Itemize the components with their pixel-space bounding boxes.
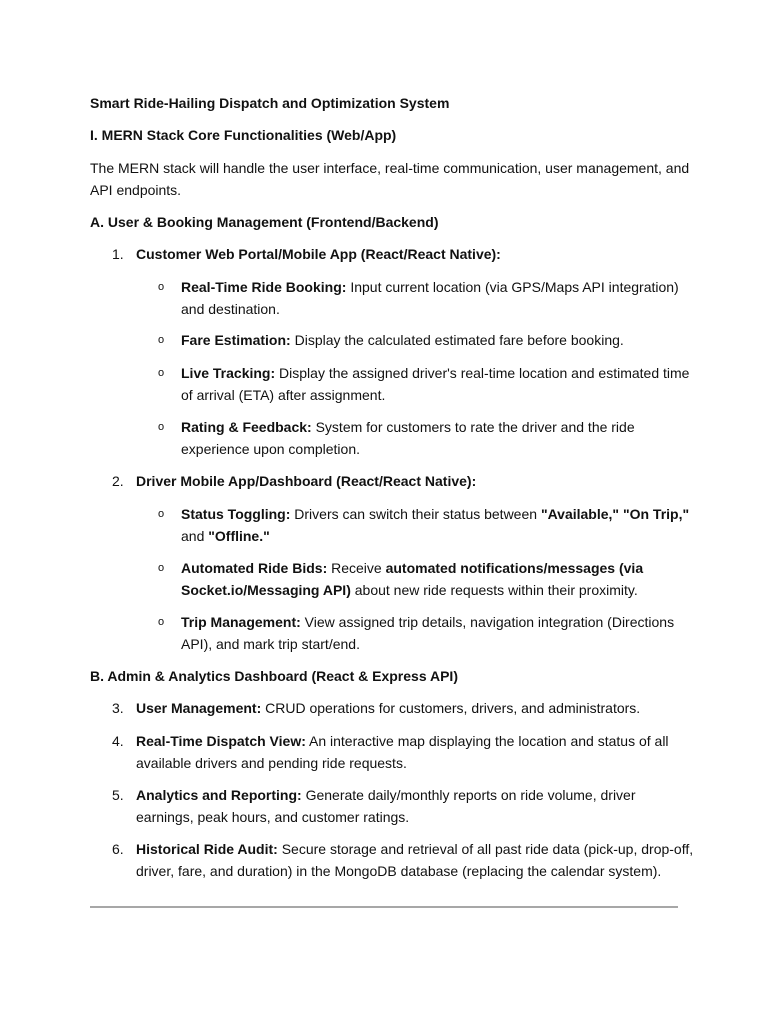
list-item-customer-portal: Customer Web Portal/Mobile App (React/React Native): bbox=[136, 246, 501, 262]
subsection-heading-a: A. User & Booking Management (Frontend/Backend) bbox=[90, 214, 439, 230]
section-intro-paragraph: The MERN stack will handle the user interface, real-time communication, user management, and API endpoints. bbox=[90, 160, 690, 198]
bullet-icon: o bbox=[158, 616, 165, 628]
list-number: 1. bbox=[112, 246, 124, 262]
bullet-icon: o bbox=[158, 562, 165, 574]
list-item-ride-audit: Historical Ride Audit: Secure storage and retrieval of all past ride data (pick-up, drop-off, driver, fare, and duration) in the MongoDB database (replacing the calendar system). bbox=[136, 841, 694, 879]
bullet-real-time-booking: Real-Time Ride Booking: Input current location (via GPS/Maps API integration) and destination. bbox=[181, 279, 679, 317]
bullet-trip-management: Trip Management: View assigned trip details, navigation integration (Directions API), and mark trip start/end. bbox=[181, 614, 675, 652]
section-heading-mern: I. MERN Stack Core Functionalities (Web/App) bbox=[90, 127, 397, 143]
bullet-rating-feedback: Rating & Feedback: System for customers to rate the driver and the ride experience upon completion. bbox=[181, 419, 635, 457]
list-item-user-management: User Management: CRUD operations for customers, drivers, and administrators. bbox=[136, 700, 641, 716]
bullet-status-toggling: Status Toggling: Drivers can switch their status between "Available," "On Trip," and "Offline." bbox=[181, 506, 690, 544]
list-number: 3. bbox=[112, 700, 124, 716]
document-title: Smart Ride-Hailing Dispatch and Optimization System bbox=[90, 95, 450, 111]
bullet-icon: o bbox=[158, 281, 165, 293]
list-number: 5. bbox=[112, 787, 124, 803]
list-item-analytics-reporting: Analytics and Reporting: Generate daily/monthly reports on ride volume, driver earnings, peak hours, and customer ratings. bbox=[136, 787, 636, 825]
subsection-heading-b: B. Admin & Analytics Dashboard (React & Express API) bbox=[90, 668, 458, 684]
bullet-icon: o bbox=[158, 421, 165, 433]
list-number: 4. bbox=[112, 733, 124, 749]
list-item-dispatch-view: Real-Time Dispatch View: An interactive map displaying the location and status of all available drivers and pending ride requests. bbox=[136, 733, 669, 771]
bullet-icon: o bbox=[158, 334, 165, 346]
list-number: 2. bbox=[112, 473, 124, 489]
bullet-icon: o bbox=[158, 508, 165, 520]
bullet-fare-estimation: Fare Estimation: Display the calculated estimated fare before booking. bbox=[181, 332, 624, 348]
list-item-driver-app: Driver Mobile App/Dashboard (React/React Native): bbox=[136, 473, 477, 489]
bullet-live-tracking: Live Tracking: Display the assigned driver's real-time location and estimated time of arrival (ETA) after assignment. bbox=[181, 365, 690, 403]
bullet-automated-ride-bids: Automated Ride Bids: Receive automated notifications/messages (via Socket.io/Messaging API) about new ride requests within their proximity. bbox=[181, 560, 644, 598]
list-number: 6. bbox=[112, 841, 124, 857]
horizontal-rule bbox=[90, 906, 678, 908]
bullet-icon: o bbox=[158, 367, 165, 379]
